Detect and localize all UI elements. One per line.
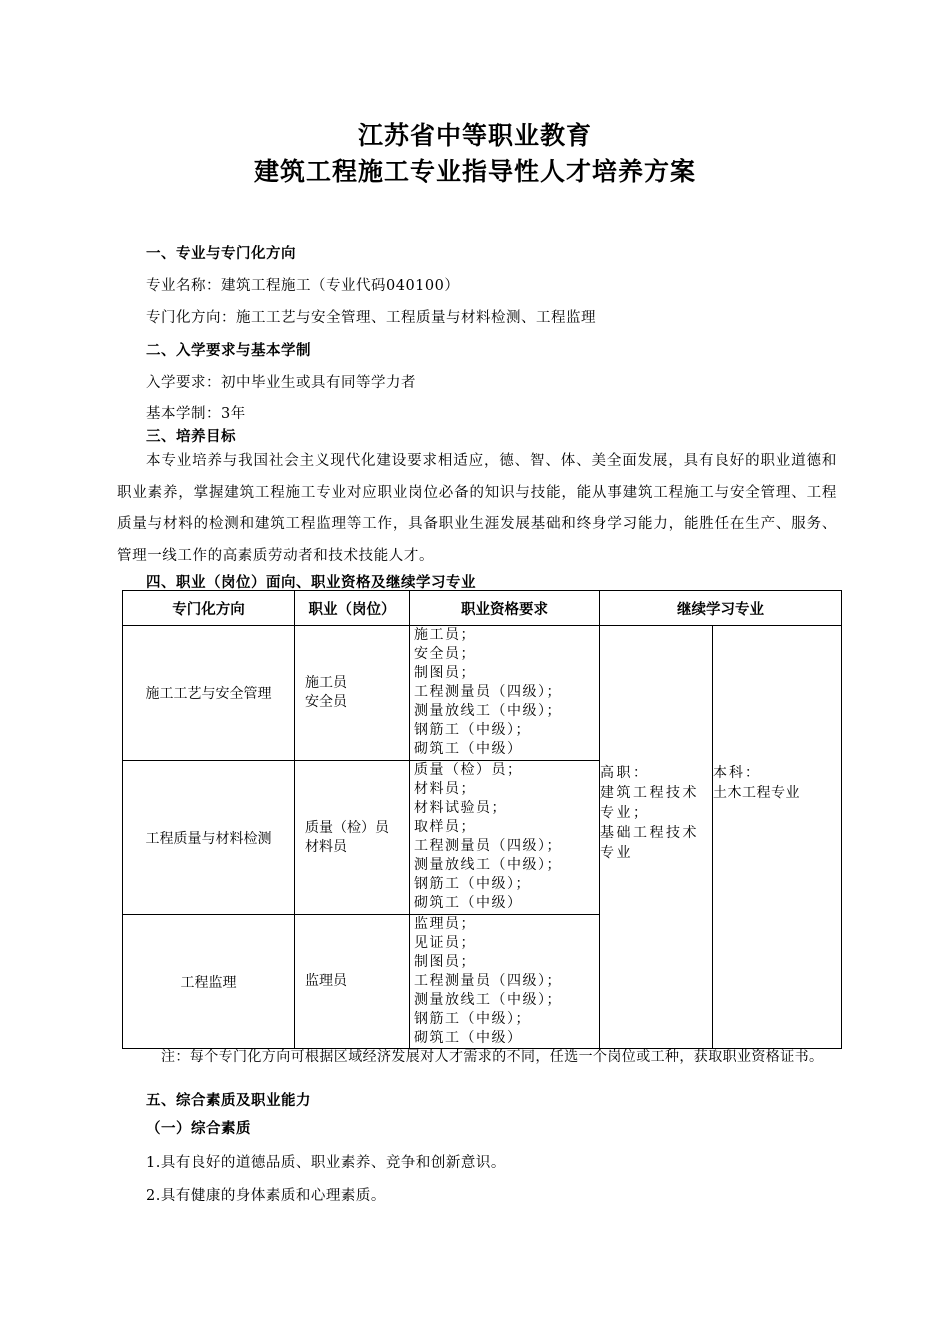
section1-heading: 一、专业与专门化方向: [146, 246, 296, 262]
qualification-item: 测量放线工（中级）；: [414, 992, 562, 1008]
undergrad-major: 土木工程专业: [713, 785, 800, 801]
vocational-major-2a: 基础工程技术: [600, 825, 699, 841]
quality-item-1: 1.具有良好的道德品质、职业素养、竞争和创新意识。: [146, 1155, 506, 1171]
table-header-row: [123, 591, 842, 626]
qualification-item: 砌筑工（中级）: [414, 741, 523, 757]
major-name: 专业名称：建筑工程施工（专业代码040100）: [146, 278, 460, 294]
row3-direction: 工程监理: [123, 915, 295, 1049]
specialization-directions: 专门化方向：施工工艺与安全管理、工程质量与材料检测、工程监理: [146, 310, 596, 326]
qualification-item: 制图员；: [414, 665, 476, 681]
vocational-major-2b: 专业: [600, 845, 633, 861]
qualification-item: 取样员；: [414, 819, 476, 835]
position-item: 材料员: [305, 838, 347, 855]
quality-item-2: 2.具有健康的身体素质和心理素质。: [146, 1188, 386, 1204]
qualification-item: 工程测量员（四级）；: [414, 838, 562, 854]
position-item: 施工员: [305, 675, 347, 691]
qualification-item: 制图员；: [414, 954, 476, 970]
vocational-label: 高职：: [600, 765, 650, 781]
row1-qualifications: [410, 626, 600, 761]
qualification-item: 钢筋工（中级）；: [414, 1011, 531, 1027]
admission-requirement: 入学要求：初中毕业生或具有同等学力者: [146, 375, 416, 391]
vocational-major-1a: 建筑工程技术: [600, 785, 699, 801]
qualification-item: 工程测量员（四级）；: [414, 973, 562, 989]
section2-heading: 二、入学要求与基本学制: [146, 343, 311, 359]
row2-qualifications: [410, 761, 600, 915]
qualification-item: 工程测量员（四级）；: [414, 684, 562, 700]
header-qualification: 职业资格要求: [410, 591, 600, 626]
row2-direction: 工程质量与材料检测: [123, 761, 295, 915]
qualification-item: 砌筑工（中级）: [414, 895, 523, 911]
qualification-item: 钢筋工（中级）；: [414, 722, 531, 738]
section3-heading: 三、培养目标: [146, 429, 236, 445]
row1-positions: [295, 626, 410, 761]
table-row: [123, 626, 842, 761]
qualification-item: 施工员；: [414, 627, 476, 643]
section5-sub1-heading: （一）综合素质: [146, 1121, 251, 1137]
qualification-item: 材料试验员；: [414, 800, 507, 816]
position-item: 质量（检）员: [305, 819, 389, 836]
document-title-line1: 江苏省中等职业教育: [357, 121, 592, 150]
undergrad-label: 本科：: [713, 765, 761, 781]
qualification-item: 材料员；: [414, 781, 476, 797]
qualification-item: 钢筋工（中级）；: [414, 876, 531, 892]
position-item: 监理员: [305, 973, 347, 989]
qualification-item: 质量（检）员；: [414, 762, 523, 778]
qualification-item: 监理员；: [414, 916, 476, 932]
section5-heading: 五、综合素质及职业能力: [146, 1093, 311, 1109]
qualification-item: 砌筑工（中级）: [414, 1030, 523, 1046]
header-position: 职业（岗位）: [295, 591, 410, 626]
header-continuing-study: 继续学习专业: [600, 591, 842, 626]
document-title-line2: 建筑工程施工专业指导性人才培养方案: [253, 157, 696, 186]
section4-heading: 四、职业（岗位）面向、职业资格及继续学习专业: [146, 575, 476, 591]
continuing-vocational: [600, 626, 713, 1049]
header-direction: 专门化方向: [123, 591, 295, 626]
vocational-major-1b: 专业；: [600, 805, 650, 821]
study-duration: 基本学制：3年: [146, 406, 246, 422]
career-table: [122, 590, 842, 1049]
row2-positions: [295, 761, 410, 915]
qualification-item: 测量放线工（中级）；: [414, 857, 562, 873]
qualification-item: 测量放线工（中级）；: [414, 703, 562, 719]
position-item: 安全员: [305, 694, 347, 710]
row1-direction: 施工工艺与安全管理: [123, 626, 295, 761]
qualification-item: 见证员；: [414, 935, 476, 951]
continuing-undergrad: [713, 626, 842, 1049]
row3-qualifications: [410, 915, 600, 1049]
row3-positions: [295, 915, 410, 1049]
table-note: 注：每个专门化方向可根据区域经济发展对人才需求的不同，任选一个岗位或工种，获取职业资格证书。: [161, 1049, 824, 1065]
qualification-item: 安全员；: [414, 646, 476, 662]
training-goal-paragraph: 本专业培养与我国社会主义现代化建设要求相适应，德、智、体、美全面发展，具有良好的职业道德和职业素养，掌握建筑工程施工专业对应职业岗位必备的知识与技能，能从事建筑工程施工与安全管理、工程质量与材料的检测和建筑工程监理等工作，具备职业生涯发展基础和终身学习能力，能胜任在生产、服务、管理一线工作的高素质劳动者和技术技能人才。: [117, 453, 837, 564]
